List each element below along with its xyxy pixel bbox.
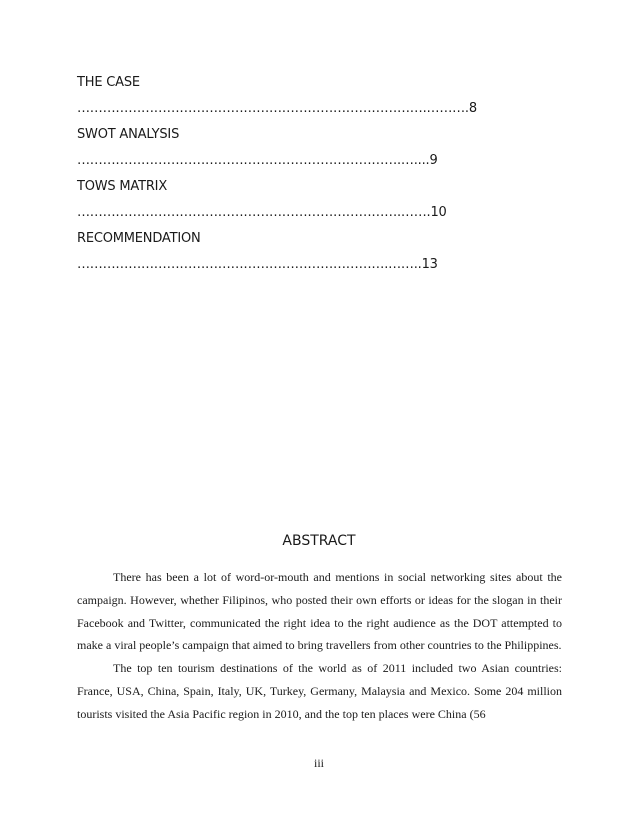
abstract-paragraph: The top ten tourism destinations of the world as of 2011 included two Asian countries: France, USA, China, Spain, Italy, UK, Turkey, Germany, Malaysia and Mexico. Some 204 million tourists visited the Asia Pacific region in 2010, and the top ten places were China (56 (77, 661, 562, 721)
table-of-contents (77, 73, 547, 281)
toc-entry-tows-matrix: TOWS MATRIX (77, 179, 168, 194)
abstract-heading: ABSTRACT (282, 533, 356, 549)
toc-leader-swot-analysis: ………………………………………………………………….…....9 (77, 153, 438, 168)
abstract-paragraph: There has been a lot of word-or-mouth and mentions in social networking sites about the campaign. However, whether Filipinos, who posted their own efforts or ideas for the slogan in their Facebook and Twitter, communicated the right idea to the right audience as the DOT attempted to make a viral people’s campaign that aimed to bring travellers from other countries to the Philippines. (77, 570, 562, 653)
toc-entry-recommendation: RECOMMENDATION (77, 231, 201, 246)
page-number: iii (313, 756, 324, 770)
toc-entry-the-case: THE CASE (77, 75, 140, 90)
toc-leader-recommendation: ……………………………………………………………….……..13 (77, 257, 438, 272)
abstract-body (77, 566, 562, 726)
toc-entry-swot-analysis: SWOT ANALYSIS (77, 127, 180, 142)
toc-leader-tows-matrix: ………………………………………………………………….…….10 (77, 205, 447, 220)
toc-leader-the-case: ……………………………………………………………………….……….8 (77, 101, 477, 116)
